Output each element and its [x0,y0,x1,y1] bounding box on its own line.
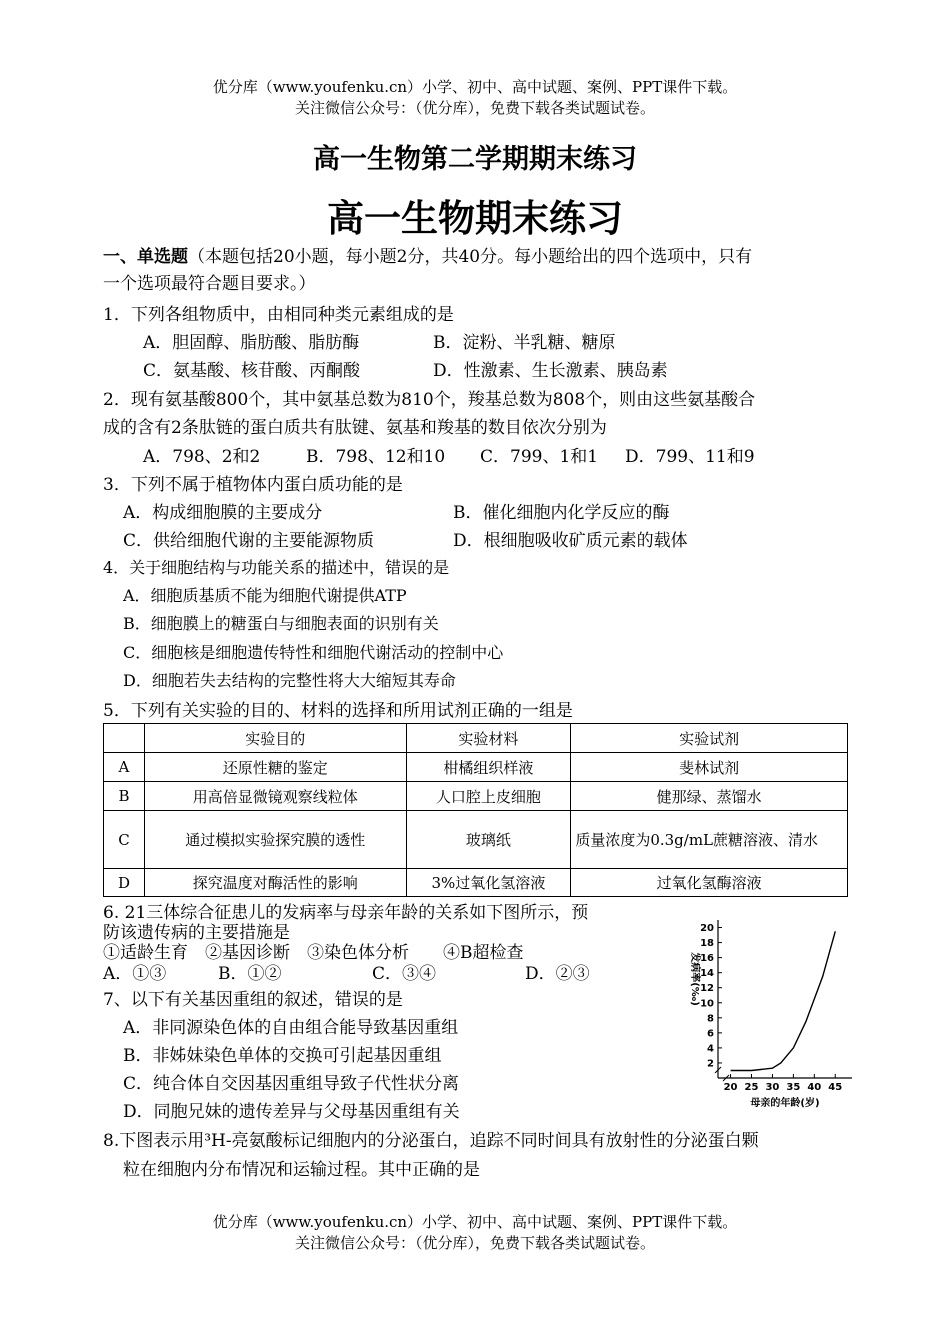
q2-stem-1: 2．现有氨基酸800个，其中氨基总数为810个，羧基总数为808个，则由这些氨基酸合 [103,390,756,410]
y-tick-label: 10 [700,998,714,1010]
table-cell-option: A [104,753,145,782]
y-tick-label: 14 [700,968,714,980]
q7-option-b: B．非姊妹染色单体的交换可引起基因重组 [123,1046,442,1066]
q4-option-b: B．细胞膜上的糖蛋白与细胞表面的识别有关 [123,614,439,633]
q4-option-c: C．细胞核是细胞遗传特性和细胞代谢活动的控制中心 [123,643,504,662]
q4-option-d: D．细胞若失去结构的完整性将大大缩短其寿命 [123,671,456,690]
table-header-cell: 实验试剂 [571,724,848,753]
q3-option-c: C．供给细胞代谢的主要能源物质 [123,531,375,551]
table-cell-material: 3%过氧化氢溶液 [406,869,571,897]
table-cell-purpose: 还原性糖的鉴定 [144,753,406,782]
q4-stem: 4．关于细胞结构与功能关系的描述中，错误的是 [103,558,450,577]
series-line [731,931,836,1070]
table-cell-material: 柑橘组织样液 [406,753,571,782]
table-cell-material: 玻璃纸 [406,811,571,869]
q7-option-a: A．非同源染色体的自由组合能导致基因重组 [123,1018,459,1038]
x-tick-label: 40 [807,1082,822,1093]
y-tick-label: 8 [707,1013,714,1025]
y-tick-label: 6 [707,1028,714,1040]
q2-stem-2: 成的含有2条肽链的蛋白质共有肽键、氨基和羧基的数目依次分别为 [103,418,607,438]
x-tick-label: 45 [828,1082,843,1093]
q6-option-b: B．①② [218,964,282,984]
q7-option-d: D．同胞兄妹的遗传差异与父母基因重组有关 [123,1102,460,1122]
table-row [104,753,848,782]
q7-option-c: C．纯合体自交因基因重组导致子代性状分离 [123,1074,460,1094]
x-axis-label: 母亲的年龄(岁) [750,1098,820,1109]
table-header-cell [104,724,145,753]
q6-stem-2: 防该遗传病的主要措施是 [103,923,290,943]
table-cell-purpose: 探究温度对酶活性的影响 [144,869,406,897]
table-cell-reagent: 质量浓度为0.3g/mL蔗糖溶液、清水 [571,811,848,869]
q4-option-a: A．细胞质基质不能为细胞代谢提供ATP [123,586,407,605]
q2-option-d: D．799、11和9 [625,447,755,467]
table-cell-reagent: 过氧化氢酶溶液 [571,869,848,897]
q2-option-c: C．799、1和1 [480,447,599,467]
table-header-cell: 实验材料 [406,724,571,753]
y-tick-label: 16 [700,953,714,965]
chart-layer [689,920,852,1109]
q5-stem: 5．下列有关实验的目的、材料的选择和所用试剂正确的一组是 [103,701,573,721]
q8-stem-2: 粒在细胞内分布情况和运输过程。其中正确的是 [123,1160,480,1180]
section-intro-line-1 [103,242,752,267]
section-intro-line-2: 一个选项最符合题目要求。） [103,274,316,294]
header-line-1: 优分库（www.youfenku.cn）小学、初中、高中试题、案例、PPT课件下载。 [212,78,738,96]
q8-stem-1: 8.下图表示用³H-亮氨酸标记细胞内的分泌蛋白，追踪不同时间具有放射性的分泌蛋白颗 [103,1131,759,1151]
q6-option-c: C．③④ [372,964,437,984]
table-row [104,782,848,811]
q6-option-d: D．②③ [525,964,590,984]
page-subtitle: 高一生物期末练习 [327,197,623,240]
section-label: 一、单选题 [103,247,188,267]
header-line-2: 关注微信公众号：（优分库），免费下载各类试题试卷。 [294,99,655,117]
table-cell-material: 人口腔上皮细胞 [406,782,571,811]
q1-option-c: C．氨基酸、核苷酸、丙酮酸 [143,361,361,381]
y-tick-label: 18 [700,938,714,950]
q6-option-a: A．①③ [103,964,167,984]
table-cell-option: C [104,811,145,869]
table-row [104,811,848,869]
y-tick-label: 2 [707,1058,714,1070]
table-cell-reagent: 健那绿、蒸馏水 [571,782,848,811]
table-cell-option: D [104,869,145,897]
table-cell-purpose: 通过模拟实验探究膜的透性 [144,811,406,869]
x-tick-label: 20 [723,1082,738,1093]
table-cell-purpose: 用高倍显微镜观察线粒体 [144,782,406,811]
q6-items: ①适龄生育 ②基因诊断 ③染色体分析 ④B超检查 [103,943,524,963]
q3-option-b: B．催化细胞内化学反应的酶 [453,503,670,523]
incidence-chart [680,910,880,1110]
footer-line-1: 优分库（www.youfenku.cn）小学、初中、高中试题、案例、PPT课件下载。 [212,1213,738,1231]
x-tick-label: 35 [786,1082,801,1093]
footer-line-2: 关注微信公众号：（优分库），免费下载各类试题试卷。 [294,1234,655,1252]
table-cell-reagent: 斐林试剂 [571,753,848,782]
experiment-table [103,723,848,897]
table-row [104,869,848,897]
q7-stem: 7、以下有关基因重组的叙述，错误的是 [103,990,403,1010]
x-tick-label: 30 [765,1082,780,1093]
q2-option-a: A．798、2和2 [143,447,261,467]
q3-option-a: A．构成细胞膜的主要成分 [123,503,323,523]
q3-option-d: D．根细胞吸收矿质元素的载体 [453,531,688,551]
x-tick-label: 25 [744,1082,759,1093]
y-tick-label: 20 [700,923,714,935]
table-cell-option: B [104,782,145,811]
y-tick-label: 4 [707,1043,714,1055]
q1-option-b: B．淀粉、半乳糖、糖原 [433,333,616,353]
q6-stem-1: 6. 21三体综合征患儿的发病率与母亲年龄的关系如下图所示，预 [103,903,589,923]
page-title: 高一生物第二学期期末练习 [313,144,637,175]
q1-option-a: A．胆固醇、脂肪酸、脂肪酶 [143,333,360,353]
q1-option-d: D．性激素、生长激素、胰岛素 [433,361,668,381]
q2-option-b: B．798、12和10 [306,447,446,467]
y-tick-label: 12 [700,983,714,995]
q3-stem: 3．下列不属于植物体内蛋白质功能的是 [103,475,403,495]
table-header-cell: 实验目的 [144,724,406,753]
q1-stem: 1．下列各组物质中，由相同种类元素组成的是 [103,305,454,325]
section-intro-text-1: （本题包括20小题，每小题2分，共40分。每小题给出的四个选项中，只有 [188,247,753,267]
y-axis-label: 发病率(‰) [689,952,700,1006]
